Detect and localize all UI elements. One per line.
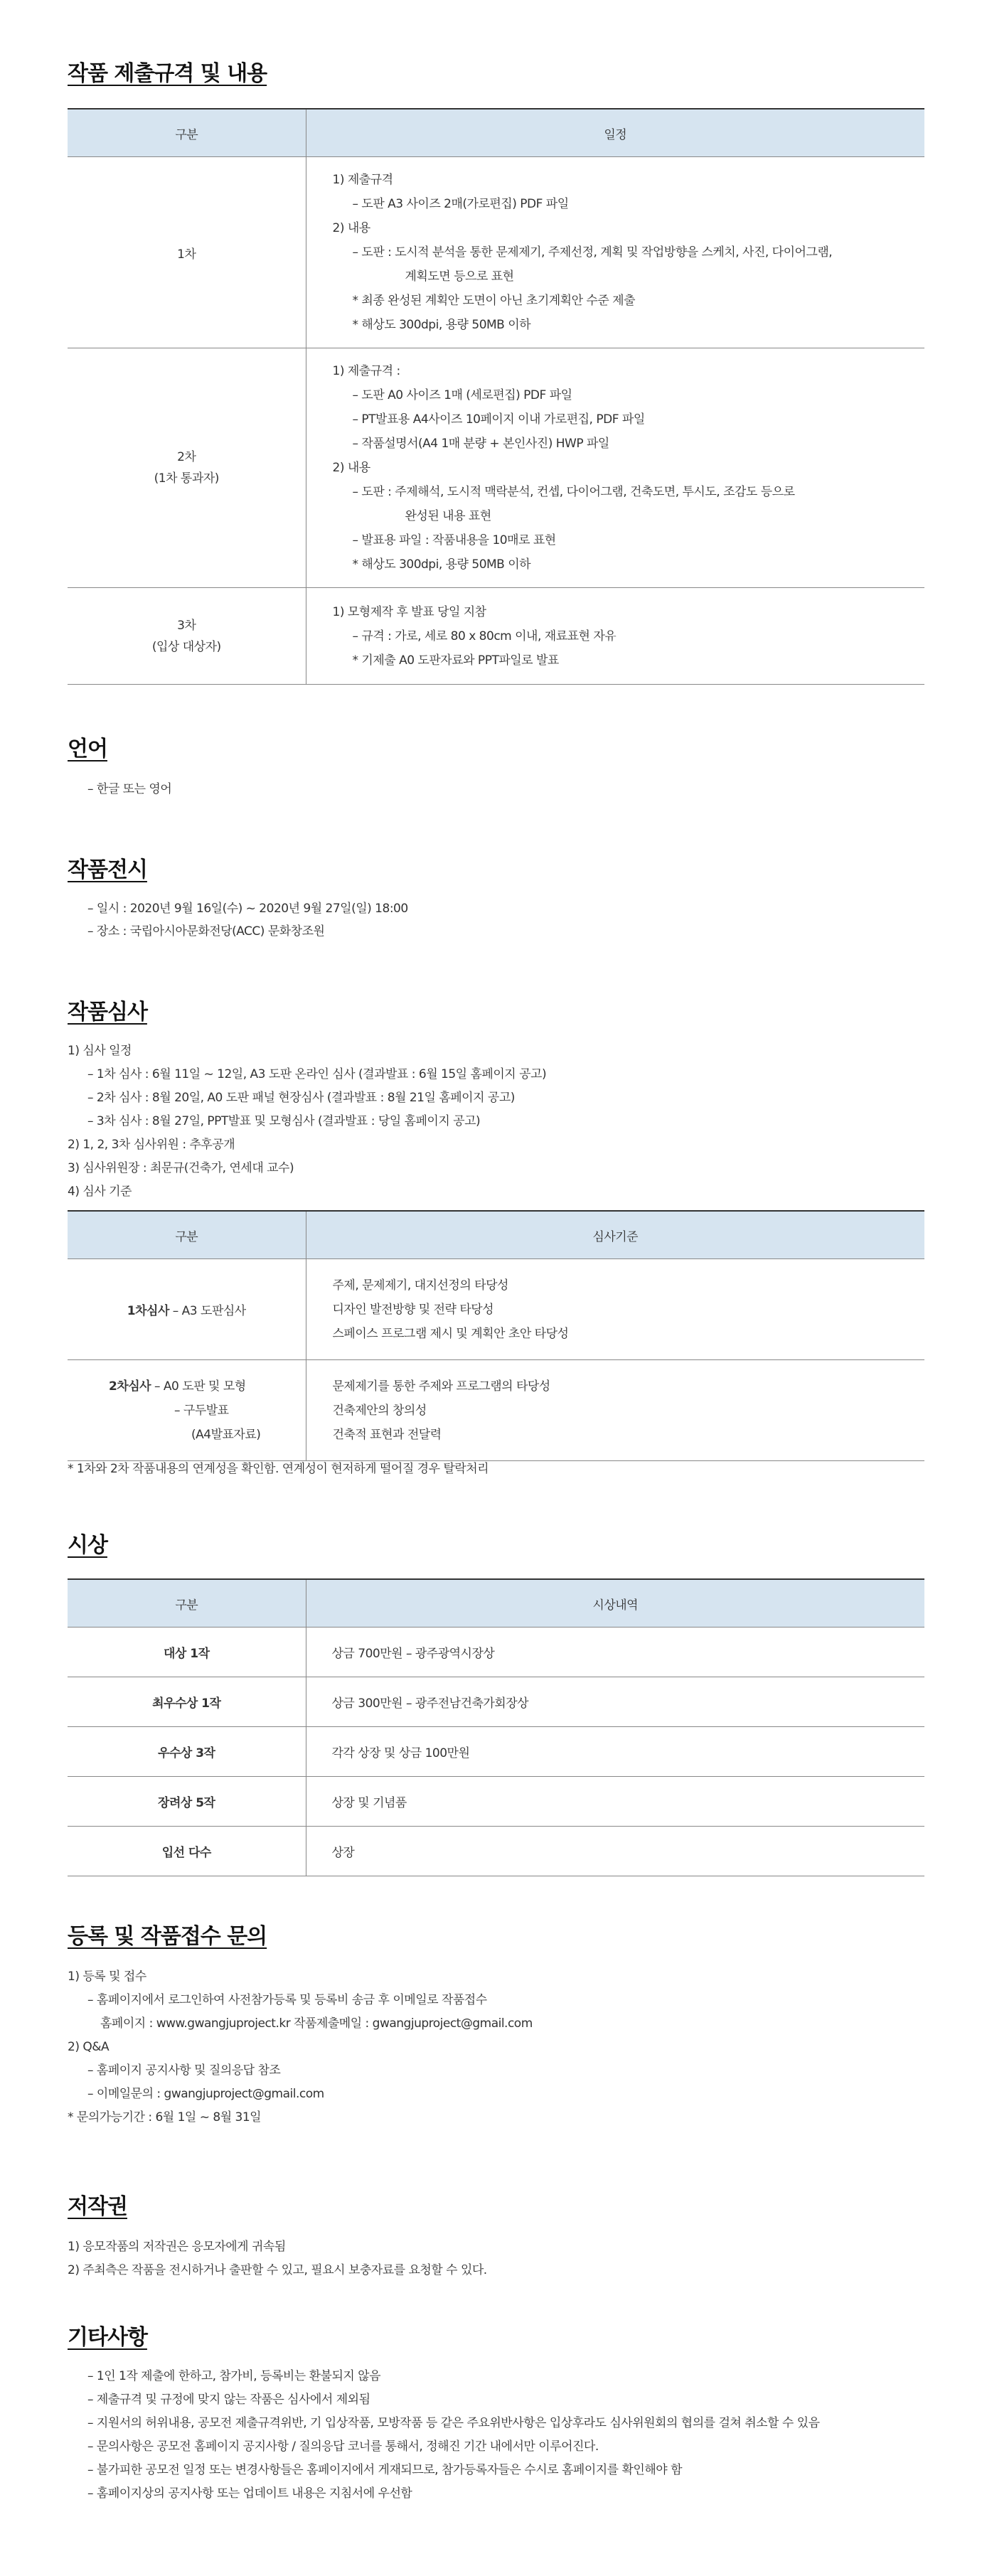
- award-label: [68, 1677, 306, 1727]
- section-title-awards: 시상: [68, 1533, 107, 1558]
- line: – 3차 심사 : 8월 27일, PPT발표 및 모형심사 (결과발표 : 당일 홈페이지 공고): [87, 1114, 481, 1128]
- row-label-rest: – A0 도판 및 모형: [151, 1379, 246, 1394]
- line: 문제제기를 통한 주제와 프로그램의 타당성: [332, 1379, 550, 1394]
- line: 1) 제출규격 :: [332, 364, 400, 378]
- row-label: [68, 157, 306, 348]
- line: 건축적 표현과 전달력: [332, 1427, 442, 1442]
- line: – 홈페이지에서 로그인하여 사전참가등록 및 등록비 송금 후 이메일로 작품접수: [87, 1993, 487, 2007]
- row-label-main: 3차: [177, 618, 196, 633]
- line: – 이메일문의 : gwangjuproject@gmail.com: [87, 2087, 324, 2101]
- section-title-etc: 기타사항: [68, 2325, 147, 2350]
- award-label: [68, 1827, 306, 1876]
- line: 주제, 문제제기, 대지선정의 타당성: [332, 1278, 508, 1293]
- line: 4) 심사 기준: [68, 1185, 132, 1199]
- award-label: [68, 1628, 306, 1677]
- line: * 문의가능기간 : 6월 1일 ~ 8월 31일: [68, 2110, 262, 2125]
- table-row: [68, 1628, 924, 1677]
- line: 1) 제출규격: [332, 173, 393, 187]
- line: – 장소 : 국립아시아문화전당(ACC) 문화창조원: [87, 924, 325, 939]
- line: – 도판 : 주제해석, 도시적 맥락분석, 컨셉, 다이어그램, 건축도면, 투시도, 조감도 등으로: [352, 485, 795, 499]
- award-detail: 상금 700만원 – 광주광역시장상: [306, 1628, 924, 1677]
- section-title-exhibition: 작품전시: [68, 857, 147, 882]
- row-content: [306, 348, 924, 588]
- row-content: [306, 588, 924, 685]
- review-note: * 1차와 2차 작품내용의 연계성을 확인함. 연계성이 현저하게 떨어질 경우 탈락처리: [68, 1462, 489, 1476]
- submission-table: [68, 108, 924, 685]
- table-header: 심사기준: [306, 1211, 924, 1259]
- line: – 한글 또는 영어: [87, 782, 172, 796]
- award-name: 입선 다수: [161, 1846, 211, 1860]
- awards-table: [68, 1578, 924, 1876]
- registration-content: [68, 1965, 924, 2129]
- row-label-sub: (입상 대상자): [151, 639, 221, 654]
- line: * 해상도 300dpi, 용량 50MB 이하: [352, 557, 531, 572]
- award-name: 대상 1작: [163, 1647, 210, 1661]
- table-row: [68, 1259, 924, 1360]
- table-row: [68, 588, 924, 685]
- line: – 홈페이지상의 공지사항 또는 업데이트 내용은 지침서에 우선함: [87, 2486, 412, 2501]
- table-row: [68, 1360, 924, 1461]
- row-label: [68, 1360, 306, 1461]
- line: – 2차 심사 : 8월 20일, A0 도판 패널 현장심사 (결과발표 : 8월 21일 홈페이지 공고): [87, 1091, 515, 1105]
- line: – 1인 1작 제출에 한하고, 참가비, 등록비는 환불되지 않음: [87, 2369, 381, 2383]
- line: 2) Q&A: [68, 2040, 110, 2054]
- table-row: [68, 1777, 924, 1827]
- line: – 작품설명서(A4 1매 분량 + 본인사진) HWP 파일: [352, 437, 609, 451]
- table-header: 구분: [68, 109, 306, 157]
- line: – 1차 심사 : 6월 11일 ~ 12일, A3 도판 온라인 심사 (결과발표 : 6월 15일 홈페이지 공고): [87, 1067, 547, 1081]
- line: – 제출규격 및 규정에 맞지 않는 작품은 심사에서 제외됨: [87, 2393, 370, 2407]
- line: 2) 주최측은 작품을 전시하거나 출판할 수 있고, 필요시 보충자료를 요청할 수 있다.: [68, 2263, 487, 2277]
- line: 2) 내용: [332, 461, 370, 475]
- line: 계획도면 등으로 표현: [405, 269, 514, 284]
- line: 2) 내용: [332, 221, 370, 235]
- table-row: [68, 1727, 924, 1777]
- line: – 문의사항은 공모전 홈페이지 공지사항 / 질의응답 코너를 통해서, 정해진 기간 내에서만 이루어진다.: [87, 2439, 599, 2454]
- etc-content: [68, 2365, 944, 2506]
- table-header: 구분: [68, 1211, 306, 1259]
- row-label-bold: 2차심사: [109, 1379, 151, 1394]
- line: – 도판 : 도시적 분석을 통한 문제제기, 주제선정, 계획 및 작업방향을 스케치, 사진, 다이어그램,: [352, 245, 833, 260]
- line: – 규격 : 가로, 세로 80 x 80cm 이내, 재료표현 자유: [352, 629, 617, 643]
- language-content: [68, 778, 944, 801]
- line: 1) 심사 일정: [68, 1044, 132, 1058]
- section-title-registration: 등록 및 작품접수 문의: [68, 1924, 267, 1949]
- line: – 도판 A0 사이즈 1매 (세로편집) PDF 파일: [352, 388, 572, 402]
- line: * 해상도 300dpi, 용량 50MB 이하: [352, 318, 531, 332]
- row-content: [306, 157, 924, 348]
- row-content: [306, 1360, 924, 1461]
- table-header: 시상내역: [306, 1579, 924, 1628]
- row-content: [306, 1259, 924, 1360]
- review-content: [68, 1040, 924, 1204]
- section-title-review: 작품심사: [68, 1000, 147, 1025]
- row-label-rest: – A3 도판심사: [169, 1304, 246, 1318]
- section-title-submission: 작품 제출규격 및 내용: [68, 61, 267, 86]
- line: 1) 모형제작 후 발표 당일 지참: [332, 604, 486, 619]
- row-label-main: 1차: [177, 247, 196, 262]
- table-row: [68, 157, 924, 348]
- line: 스페이스 프로그램 제시 및 계획안 초안 타당성: [332, 1326, 569, 1341]
- award-label: [68, 1727, 306, 1777]
- award-label: [68, 1777, 306, 1827]
- line: – 일시 : 2020년 9월 16일(수) ~ 2020년 9월 27일(일) 18:00: [87, 902, 408, 916]
- table-row: [68, 1827, 924, 1876]
- award-detail: 상장: [306, 1827, 924, 1876]
- award-detail: 상장 및 기념품: [306, 1777, 924, 1827]
- line: 2) 1, 2, 3차 심사위원 : 추후공개: [68, 1138, 235, 1152]
- row-label-bold: 1차심사: [127, 1304, 169, 1318]
- row-label: [68, 588, 306, 685]
- table-header: 일정: [306, 109, 924, 157]
- line: – 홈페이지 공지사항 및 질의응답 참조: [87, 2063, 281, 2078]
- line: 완성된 내용 표현: [405, 509, 491, 523]
- row-label-line: – 구두발표: [174, 1403, 229, 1418]
- line: 디자인 발전방향 및 전략 타당성: [332, 1302, 494, 1317]
- review-criteria-table: [68, 1210, 924, 1461]
- line: 3) 심사위원장 : 최문규(건축가, 연세대 교수): [68, 1161, 294, 1175]
- row-label-sub: (1차 통과자): [154, 471, 219, 486]
- award-name: 장려상 5작: [158, 1796, 215, 1810]
- line: 홈페이지 : www.gwangjuproject.kr 작품제출메일 : gwangjuproject@gmail.com: [100, 2016, 533, 2031]
- row-label-main: 2차: [177, 450, 196, 464]
- line: – 발표용 파일 : 작품내용을 10매로 표현: [352, 533, 556, 547]
- line: – 불가피한 공모전 일정 또는 변경사항들은 홈페이지에서 게재되므로, 참가등록자들은 수시로 홈페이지를 확인해야 함: [87, 2463, 683, 2477]
- line: * 기제출 A0 도판자료와 PPT파일로 발표: [352, 653, 559, 668]
- table-header: 구분: [68, 1579, 306, 1628]
- copyright-content: [68, 2235, 924, 2282]
- line: – 지원서의 허위내용, 공모전 제출규격위반, 기 입상작품, 모방작품 등 같은 주요위반사항은 입상후라도 심사위원회의 협의를 걸쳐 취소할 수 있음: [87, 2416, 820, 2430]
- section-title-language: 언어: [68, 737, 107, 761]
- table-row: [68, 348, 924, 588]
- row-label: [68, 1259, 306, 1360]
- award-detail: 상금 300만원 – 광주전남건축가회장상: [306, 1677, 924, 1727]
- award-name: 최우수상 1작: [152, 1696, 221, 1711]
- award-detail: 각각 상장 및 상금 100만원: [306, 1727, 924, 1777]
- exhibition-content: [68, 897, 944, 943]
- line: 건축제안의 창의성: [332, 1403, 427, 1418]
- line: 1) 등록 및 접수: [68, 1970, 146, 1984]
- line: – PT발표용 A4사이즈 10페이지 이내 가로편집, PDF 파일: [352, 412, 645, 427]
- line: – 도판 A3 사이즈 2매(가로편집) PDF 파일: [352, 197, 569, 211]
- line: * 최종 완성된 계획안 도면이 아닌 초기계획안 수준 제출: [352, 294, 636, 308]
- line: 1) 응모작품의 저작권은 응모자에게 귀속됨: [68, 2240, 286, 2254]
- row-label: [68, 348, 306, 588]
- table-row: [68, 1677, 924, 1727]
- award-name: 우수상 3작: [158, 1746, 215, 1760]
- section-title-copyright: 저작권: [68, 2194, 127, 2219]
- row-label-line: (A4발표자료): [191, 1427, 261, 1442]
